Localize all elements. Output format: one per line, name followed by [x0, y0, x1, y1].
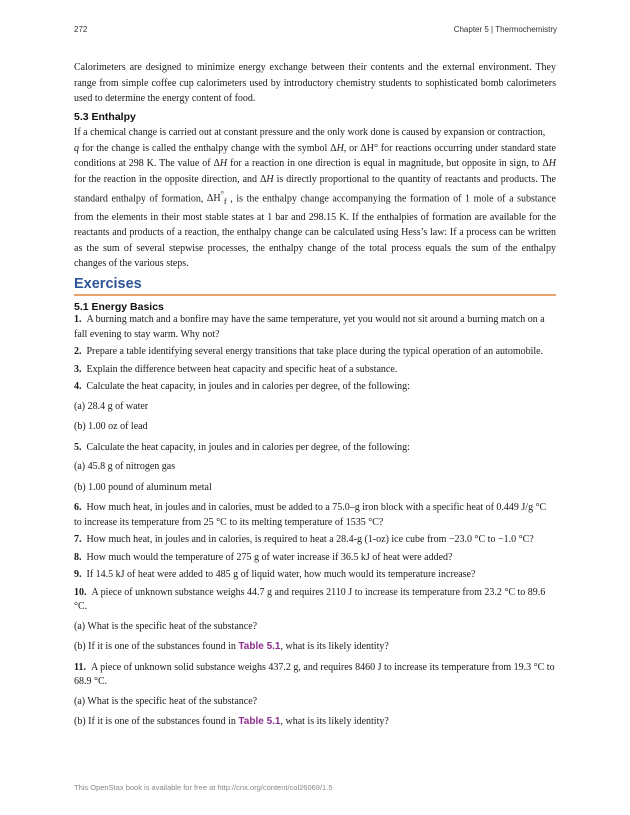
exercise-5-part-b: (b) 1.00 pound of aluminum metal: [74, 481, 212, 493]
exercise-item-6: 6. How much heat, in joules and in calories, must be added to a 75.0–g iron block with a specific heat of 0.449 J/g °C to increase its temperature from 25 °C to its melting temperature of 1535 °C?: [74, 502, 547, 528]
table-5-1-link[interactable]: Table 5.1: [238, 641, 281, 652]
exercise-item-5: 5. Calculate the heat capacity, in joules and in calories per degree, of the following:: [74, 441, 410, 453]
delta-h-standard-symbol: ΔH°: [360, 142, 378, 154]
exercise-item-1: 1. A burning match and a bonfire may have the same temperature, yet you would not sit around a burning match on a fall evening to stay warm. Why not?: [74, 314, 545, 340]
exercise-10-part-a: (a) What is the specific heat of the substance?: [74, 620, 258, 632]
exercises-divider: [74, 294, 556, 296]
exercise-item-9: 9. If 14.5 kJ of heat were added to 485 g of liquid water, how much would its temperature increase?: [74, 569, 476, 580]
table-5-1-link[interactable]: Table 5.1: [238, 716, 281, 727]
footer-note: This OpenStax book is available for free at http://cnx.org/content/col26069/1.5: [74, 783, 333, 792]
exercise-item-2: 2. Prepare a table identifying several energy transitions that take place during the typical operation of an automobile.: [74, 346, 544, 357]
exercise-5-part-a: (a) 45.8 g of nitrogen gas: [74, 461, 176, 472]
exercise-item-8: 8. How much would the temperature of 275 g of water increase if 36.5 kJ of heat were added?: [74, 551, 453, 563]
intro-paragraph: Calorimeters are designed to minimize energy exchange between their contents and the external environment. They range from simple coffee cup calorimeters used by introductory chemistry students to sophisticated bomb calorimeters used to determine the energy content of food.: [74, 62, 556, 104]
exercise-10-part-b: (b) If it is one of the substances found in Table 5.1, what is its likely identity?: [74, 641, 389, 652]
exercise-4-part-a: (a) 28.4 g of water: [74, 400, 149, 412]
exercise-item-3: 3. Explain the difference between heat capacity and specific heat of a substance.: [74, 363, 398, 375]
exercise-4-part-b: (b) 1.00 oz of lead: [74, 421, 148, 432]
delta-hf-symbol: $\Delta H^\circ_f$: [206, 190, 227, 207]
enthalpy-heading: 5.3 Enthalpy: [74, 111, 136, 123]
exercise-item-11: 11. A piece of unknown solid substance weighs 437.2 g, and requires 8460 J to increase its temperature from 19.3 °C to 68.9 °C.: [74, 661, 555, 687]
exercise-item-7: 7. How much heat, in joules and in calories, is required to heat a 28.4-g (1-oz) ice cube from −23.0 °C to −1.0 °C?: [74, 534, 534, 545]
exercises-title: Exercises: [74, 276, 142, 292]
exercise-item-10: 10. A piece of unknown substance weighs 44.7 g and requires 2110 J to increase its temperature from 23.2 °C to 89.6 °C.: [74, 586, 546, 612]
chapter-header: Chapter 5 | Thermochemistry: [453, 25, 557, 34]
enthalpy-paragraph: If a chemical change is carried out at constant pressure and the only work done is caused by expansion or contraction, q for the change is called the enthalpy change with the symbol ΔH, or ΔH° for reactions occurring under standard state conditions at 298 K. The value of ΔH for a reaction in one direction is equal in magnitude, but opposite in sign, to ΔH for the reaction in the opposite direction, and ΔH is directly proportional to the quantity of reactants and products. The standard enthalpy of formation, $\Delta H^\circ_f$ , is the enthalpy change accompanying the formation of 1 mole of a substance from the elements in their most stable states at 1 bar and 298.15 K. If the enthalpies of formation are available for the reactants and products of a reaction, the enthalpy change can be calculated using Hess’s law: If a process can be written as the sum of several stepwise processes, the enthalpy change of the total process equals the sum of the enthalpy changes of the various steps.: [74, 127, 557, 270]
page-number: 272: [74, 25, 88, 34]
exercise-11-part-b: (b) If it is one of the substances found in Table 5.1, what is its likely identity?: [74, 716, 389, 727]
energy-basics-heading: 5.1 Energy Basics: [74, 301, 164, 313]
exercise-item-4: 4. Calculate the heat capacity, in joules and in calories per degree, of the following:: [74, 381, 410, 392]
exercise-11-part-a: (a) What is the specific heat of the substance?: [74, 695, 258, 707]
exercise-list: [74, 313, 556, 736]
